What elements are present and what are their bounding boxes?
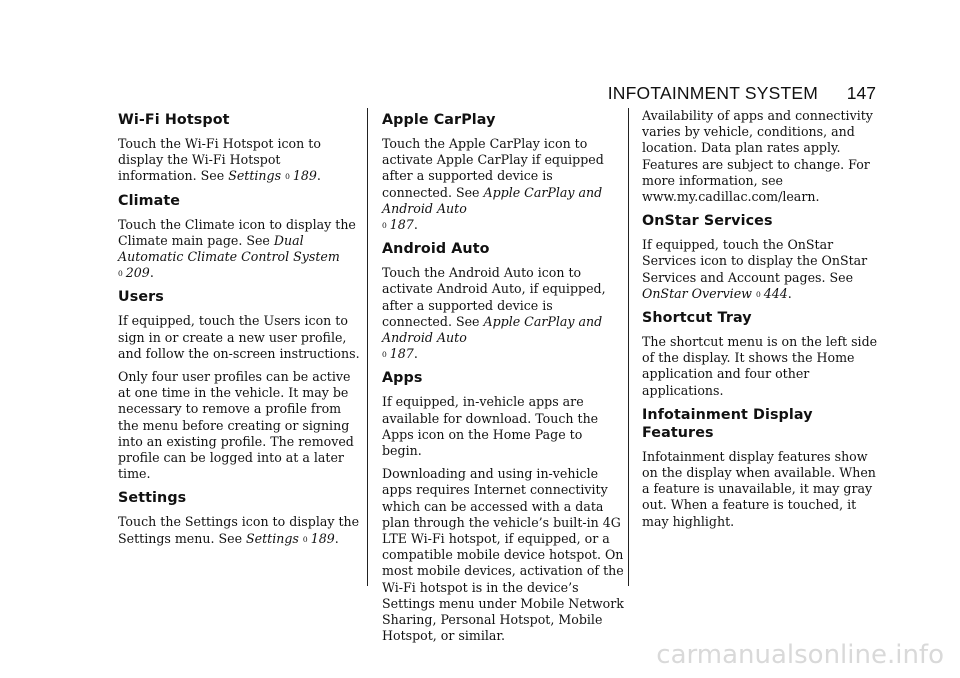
- heading-apple-carplay: Apple CarPlay: [382, 112, 496, 128]
- heading-android-auto: Android Auto: [382, 241, 490, 258]
- paragraph: [642, 237, 886, 302]
- paragraph: [118, 514, 362, 546]
- text: .: [149, 265, 154, 281]
- page-ref-number[interactable]: 444: [763, 285, 788, 301]
- page-ref-arrow-icon: 0: [302, 534, 308, 544]
- watermark: carmanualsonline.info: [656, 640, 944, 670]
- heading-settings: Settings: [118, 490, 187, 507]
- heading-shortcut-tray: Shortcut Tray: [642, 310, 752, 327]
- page-ref-number[interactable]: 209: [125, 265, 150, 281]
- paragraph: [382, 136, 626, 233]
- page-number: 147: [846, 83, 876, 103]
- column-2: [382, 108, 626, 651]
- heading-climate: Climate: [118, 192, 181, 209]
- paragraph: If equipped, in-vehicle apps are available for download. Touch the Apps icon on the Home Page to begin.: [382, 394, 599, 459]
- page-ref-arrow-icon: 0: [382, 350, 387, 360]
- page-ref-arrow-icon: 0: [382, 221, 387, 231]
- column-1: [118, 108, 362, 554]
- cross-reference-link[interactable]: Settings: [246, 530, 299, 546]
- heading-users: Users: [118, 289, 164, 306]
- page-ref-number[interactable]: 187: [389, 346, 414, 362]
- page-ref-arrow-icon: 0: [755, 289, 761, 299]
- text: Touch the Wi-Fi Hotspot icon to display the Wi-Fi Hotspot information. See: [118, 136, 321, 184]
- page-ref-number[interactable]: 189: [292, 168, 317, 184]
- heading-onstar-services: OnStar Services: [642, 213, 773, 230]
- paragraph: Only four user profiles can be active at one time in the vehicle. It may be necessary to remove a profile from the menu before creating or signing into an existing profile. The removed profile can be logged into at a later time.: [118, 369, 354, 482]
- text: .: [787, 285, 792, 301]
- column-divider: [367, 108, 368, 586]
- heading-wifi-hotspot: Wi-Fi Hotspot: [118, 112, 230, 128]
- page-ref-arrow-icon: 0: [118, 269, 123, 279]
- text: Touch the Android Auto icon to activate Android Auto, if equipped, after a supported device is connected. See: [382, 265, 606, 329]
- paragraph: [118, 217, 362, 282]
- text: .: [413, 346, 418, 362]
- text: Touch the Apple CarPlay icon to activate Apple CarPlay if equipped after a supported device is connected. See: [382, 136, 604, 200]
- paragraph: Availability of apps and connectivity varies by vehicle, conditions, and location. Data plan rates apply. Features are subject to change. For more information, see www.my.cadillac.com/learn.: [642, 108, 873, 205]
- text: Touch the Climate icon to display the Climate main page. See: [118, 216, 356, 248]
- cross-reference-link[interactable]: Apple CarPlay and Android Auto: [382, 313, 603, 346]
- cross-reference-link[interactable]: OnStar Overview: [642, 285, 752, 301]
- text: If equipped, touch the OnStar Services icon to display the OnStar Services and Account pages. See: [642, 237, 868, 285]
- cross-reference-link[interactable]: Apple CarPlay and Android Auto: [382, 184, 603, 216]
- cross-reference-link[interactable]: Dual Automatic Climate Control System: [118, 232, 340, 265]
- paragraph: Downloading and using in-vehicle apps requires Internet connectivity which can be accessed with a data plan through the vehicle’s built-in 4G LTE Wi-Fi hotspot, if equipped, or a compatible mobile device hotspot. On most mobile devices, activation of the Wi-Fi hotspot is in the device’s Settings menu under Mobile Network Sharing, Personal Hotspot, Mobile Hotspot, or similar.: [382, 466, 624, 644]
- paragraph: [118, 136, 362, 185]
- page-ref-number[interactable]: 189: [310, 530, 335, 546]
- paragraph: The shortcut menu is on the left side of the display. It shows the Home application and four other applications.: [642, 334, 878, 398]
- heading-infotainment-display-features: Infotainment Display Features: [642, 406, 813, 441]
- column-3: [642, 108, 886, 537]
- text: .: [334, 530, 339, 546]
- text: Touch the Settings icon to display the Settings menu. See: [118, 514, 360, 546]
- paragraph: Infotainment display features show on the display when available. When a feature is unavailable, it may gray out. When a feature is touched, it may highlight.: [642, 448, 876, 529]
- heading-apps: Apps: [382, 370, 423, 387]
- column-divider: [628, 108, 629, 586]
- running-header-title: INFOTAINMENT SYSTEM: [607, 83, 818, 103]
- cross-reference-link[interactable]: Settings: [228, 168, 282, 184]
- page-ref-arrow-icon: 0: [285, 172, 290, 182]
- page-ref-number[interactable]: 187: [389, 217, 414, 233]
- text: .: [413, 217, 418, 233]
- paragraph: If equipped, touch the Users icon to sign in or create a new user profile, and follow the on-screen instructions.: [118, 313, 360, 361]
- paragraph: [382, 265, 626, 362]
- text: .: [316, 168, 321, 184]
